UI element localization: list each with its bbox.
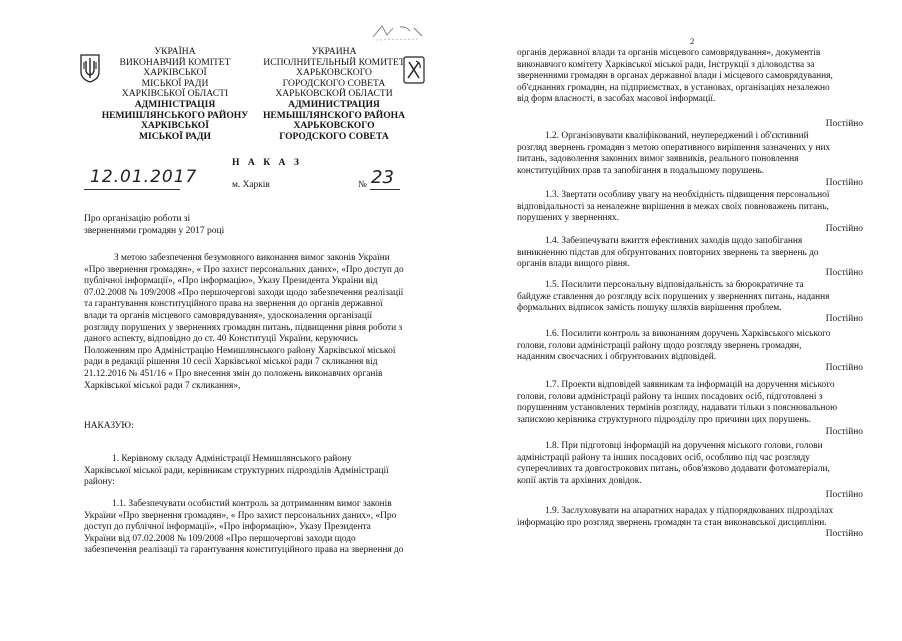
- item-1-9-paragraph: [517, 506, 863, 529]
- order-subject: [84, 214, 284, 237]
- text-line: району:: [84, 477, 115, 488]
- subject-line: Про організацію роботи зі: [84, 214, 191, 224]
- text-line: голови, голови адміністрації району щодо розгляду звернень громадян,: [517, 340, 802, 351]
- header-admin-line: ХАРЬКОВСКОГО: [293, 120, 375, 132]
- text-line: 1.6. Посилити контроль за виконанням доручень Харківського міського: [545, 329, 831, 339]
- deadline-permanent: Постійно: [825, 268, 863, 278]
- item-1-8-paragraph: [517, 441, 863, 487]
- text-line: органів державної влади та органів місцевого самоврядування», документів: [517, 48, 821, 58]
- text-line: 1. Керівному складу Адміністрації Немишлянського району: [112, 454, 352, 464]
- text-line: виконавчого комітету Харківської міської ради, Інструкції з діловодства за: [517, 59, 815, 70]
- text-line: ради в редакції рішення 10 сесії Харківської міської ради 7 скликання від: [84, 357, 378, 368]
- preamble-paragraph: [84, 253, 430, 392]
- text-line: забезпечення реалізації та гарантування конституційного права на звернення до: [84, 545, 404, 556]
- text-line: формальних відписок замість пошуку шляхів вирішення проблем.: [517, 303, 782, 314]
- handwritten-date: 12.01.2017: [90, 167, 198, 187]
- text-line: публічної інформації», «Про інформацію», Указу Президента України від: [84, 276, 378, 287]
- text-line: розгляду порушених у зверненнях громадян питань, підвищення рівня роботи з: [84, 322, 403, 333]
- deadline-permanent: Постійно: [825, 119, 863, 129]
- header-admin-line: ГОРОДСКОГО СОВЕТА: [279, 130, 389, 142]
- item-1-3-paragraph: [517, 190, 863, 225]
- text-line: 1.2. Організовувати кваліфікований, неупереджений і об'єктивний: [545, 131, 809, 141]
- text-line: «Про звернення громадян», « Про захист персональних даних», «Про доступ до: [84, 264, 404, 275]
- text-line: виникненню підстав для обґрунтованих повторних звернень та звернень до: [517, 247, 819, 258]
- header-admin-line: НЕМЫШЛЯНСКОГО РАЙОНА: [262, 109, 406, 121]
- header-admin-line: АДМІНІСТРАЦІЯ: [134, 98, 216, 110]
- item-1-6-paragraph: [517, 329, 863, 364]
- text-line: 1.8. При підготовці інформацій на доручення міського голови, голови: [545, 441, 823, 451]
- header-line: ХАРЬКОВСКОГО: [296, 67, 372, 79]
- text-line: порушенням установлених термінів розгляду, надавати тільки з пояснювальною: [517, 403, 838, 414]
- handwritten-order-number: 23: [371, 167, 394, 188]
- text-line: наданням своєчасних і обґрунтованих відповідей.: [517, 352, 717, 363]
- text-line: запискою керівника структурного підрозділу про причини цих порушень.: [517, 414, 811, 425]
- text-line: та гарантування конституційного права на звернення до органів державної: [84, 299, 383, 310]
- header-line: ИСПОЛНИТЕЛЬНЫЙ КОМИТЕТ: [263, 56, 405, 68]
- item-1-paragraph: [84, 454, 430, 489]
- text-line: України «Про звернення громадян», « Про захист персональних даних», «Про: [84, 510, 397, 521]
- item-1-2-paragraph: [517, 131, 863, 177]
- text-line: Положенням про Адміністрацію Немишлянського району Харківської міської: [84, 345, 396, 356]
- header-line: ВИКОНАВЧИЙ КОМІТЕТ: [119, 56, 231, 68]
- header-line: МІСЬКОЇ РАДИ: [141, 77, 209, 89]
- item-1-4-paragraph: [517, 236, 863, 271]
- header-admin-line: АДМИНИСТРАЦИЯ: [288, 98, 380, 110]
- header-russian: [244, 47, 424, 142]
- header-line: ХАРКІВСЬКОЇ ОБЛАСТІ: [121, 88, 229, 100]
- header-line: ХАРКІВСЬКОЇ: [143, 67, 207, 79]
- text-line: копії актів та архівних довідок.: [517, 475, 642, 486]
- number-label: №: [358, 180, 367, 190]
- text-line: України від 07.02.2008 № 109/2008 «Про першочергові заходи щодо: [84, 533, 356, 544]
- text-line: 1.7. Проекти відповідей заявникам та інформацій на доручення міського: [545, 380, 835, 390]
- text-line: об'єднаннях громадян, на підприємствах, в установах, організаціях незалежно: [517, 82, 830, 93]
- text-line: відповідальності за неналежне вирішення в межах своїх повноважень питань,: [517, 201, 829, 212]
- date-underline: [84, 189, 180, 190]
- deadline-permanent: Постійно: [825, 490, 863, 500]
- text-line: порушених у зверненнях.: [517, 213, 619, 224]
- nakazuyu-heading: НАКАЗУЮ:: [84, 421, 134, 431]
- number-underline: [370, 189, 400, 190]
- deadline-permanent: Постійно: [825, 529, 863, 539]
- text-line: зверненнями громадян в органах державної влади і місцевого самоврядування,: [517, 71, 833, 82]
- text-line: З метою забезпечення безумовного виконання вимог законів України: [114, 253, 390, 263]
- text-line: 1.1. Забезпечувати особистий контроль за дотриманням вимог законів: [112, 499, 392, 509]
- registration-stamp-mark: [370, 22, 428, 42]
- text-line: інформацію про розгляд звернень громадян та стан виконавської дисципліни.: [517, 517, 827, 528]
- text-line: влади та органів місцевого самоврядування», удосконалення організації: [84, 310, 373, 321]
- item-1-5-paragraph: [517, 280, 863, 315]
- text-line: органів влади вищого рівня.: [517, 259, 630, 270]
- text-line: голови, голови адміністрації району та інших посадових осіб, підготовлені з: [517, 391, 823, 402]
- subject-line: зверненнями громадян у 2017 році: [84, 225, 225, 236]
- text-line: 1.5. Посилити персональну відповідальність за бюрократичне та: [545, 280, 804, 290]
- text-line: 07.02.2008 № 109/2008 «Про першочергові заходи щодо забезпечення реалізації: [84, 287, 404, 298]
- page-number: 2: [690, 36, 695, 46]
- item-1-1-continuation: [517, 48, 863, 106]
- text-line: конституційних прав та запобігання в подальшому порушень.: [517, 165, 765, 176]
- deadline-permanent: Постійно: [825, 427, 863, 437]
- header-line: ХАРЬКОВСКОЙ ОБЛАСТИ: [275, 88, 393, 100]
- text-line: питань, задоволення законних вимог заявників, реального поновлення: [517, 154, 799, 165]
- item-1-1-paragraph: [84, 499, 430, 557]
- item-1-7-paragraph: [517, 380, 863, 426]
- text-line: доступ до публічної інформації», «Про інформацію», Указу Президента: [84, 522, 371, 533]
- header-ukrainian: [85, 47, 265, 142]
- header-line: УКРАИНА: [311, 46, 357, 57]
- text-line: байдуже ставлення до розгляду всіх порушених у зверненнях питань, надання: [517, 291, 830, 302]
- deadline-permanent: Постійно: [825, 363, 863, 373]
- text-line: від форм власності, в засобах масової інформації.: [517, 94, 716, 105]
- header-admin-line: НЕМИШЛЯНСЬКОГО РАЙОНУ: [101, 109, 249, 121]
- text-line: розгляд звернень громадян з метою оперативного вирішення зазначених у них: [517, 142, 831, 153]
- deadline-permanent: Постійно: [825, 178, 863, 188]
- text-line: суперечливих та довгострокових питань, обов'язково додавати фотоматеріали,: [517, 464, 830, 475]
- header-line: ГОРОДСКОГО СОВЕТА: [282, 77, 386, 89]
- place-of-issue: м. Харків: [232, 180, 270, 190]
- header-admin-line: ХАРКІВСЬКОЇ: [141, 120, 209, 132]
- text-line: адміністрації району та інших посадових осіб, особливо під час розгляду: [517, 452, 810, 463]
- text-line: 21.12.2016 № 451/16 « Про внесення змін до положень виконавчих органів: [84, 368, 383, 379]
- deadline-permanent: Постійно: [825, 314, 863, 324]
- text-line: 1.9. Заслуховувати на апаратних нарадах у підпорядкованих підрозділах: [545, 506, 834, 516]
- header-line: УКРАЇНА: [154, 46, 196, 57]
- kharkiv-city-emblem-icon: [403, 56, 425, 84]
- header-admin-line: МІСЬКОЇ РАДИ: [139, 130, 211, 142]
- text-line: Харківської міської ради 7 скликання»,: [84, 380, 241, 391]
- text-line: даного аспекту, відповідно до ст. 40 Конституції України, керуючись: [84, 334, 358, 345]
- deadline-permanent: Постійно: [825, 224, 863, 234]
- document-type-title: Н А К А З: [232, 157, 302, 168]
- text-line: Харківської міської ради, керівникам структурних підрозділів Адміністрації: [84, 465, 389, 476]
- text-line: 1.4. Забезпечувати вжиття ефективних заходів щодо запобігання: [545, 236, 803, 246]
- text-line: 1.3. Звертати особливу увагу на необхідність підвищення персональної: [545, 190, 830, 200]
